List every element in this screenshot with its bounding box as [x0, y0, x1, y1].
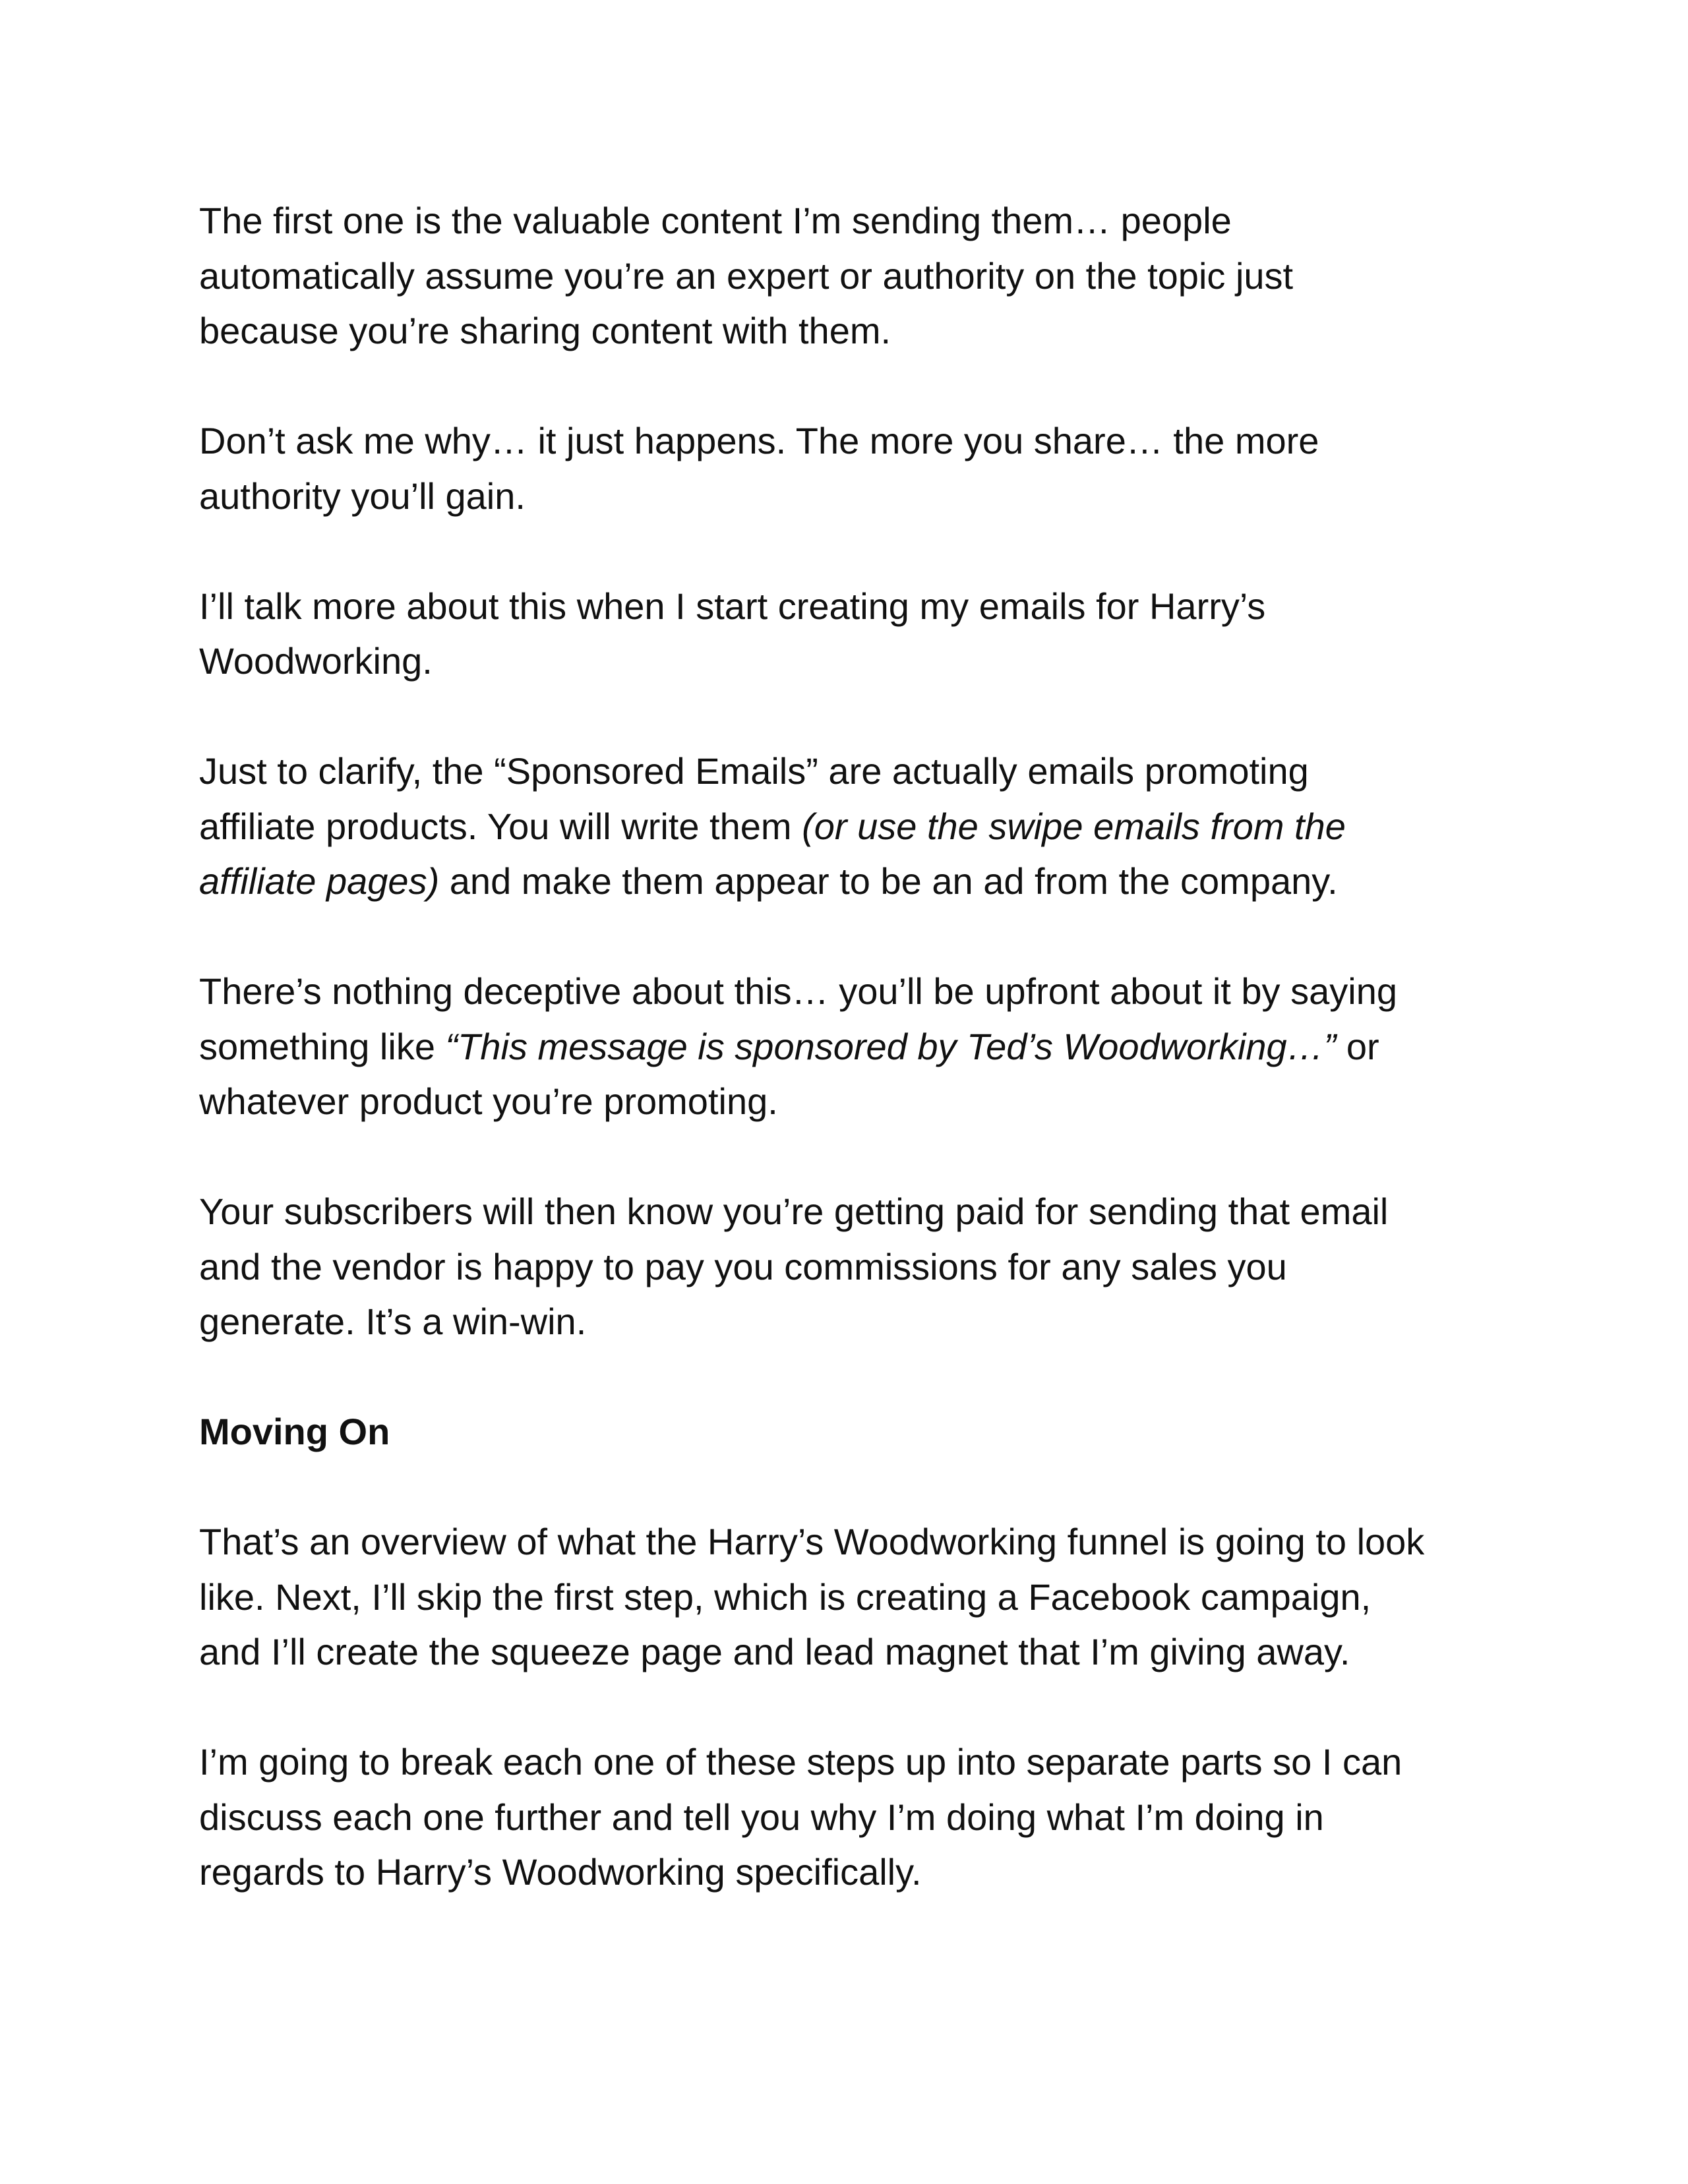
text-line: because you’re sharing content with them.	[199, 310, 891, 351]
text-line	[199, 799, 1511, 854]
text-line: Don’t ask me why… it just happens. The more you share… the more	[199, 420, 1319, 461]
text-line: generate. It’s a win-win.	[199, 1301, 587, 1342]
text-line: discuss each one further and tell you why I’m doing what I’m doing in	[199, 1796, 1324, 1838]
text-line: and the vendor is happy to pay you commissions for any sales you	[199, 1245, 1287, 1287]
paragraph-talk-more	[199, 579, 1511, 689]
paragraph-valuable-content	[199, 193, 1511, 359]
text-line: Just to clarify, the “Sponsored Emails” are actually emails promoting	[199, 750, 1309, 792]
paragraph-overview	[199, 1514, 1511, 1680]
text-line: regards to Harry’s Woodworking specifically.	[199, 1851, 922, 1893]
text-line: and I’ll create the squeeze page and lead magnet that I’m giving away.	[199, 1631, 1350, 1672]
text-line	[199, 1019, 1511, 1075]
paragraph-sponsored-emails	[199, 744, 1511, 909]
text-italic: affiliate pages)	[199, 860, 440, 902]
text-line: Your subscribers will then know you’re getting paid for sending that email	[199, 1191, 1389, 1232]
text-plain: something like	[199, 1025, 446, 1067]
text-line	[199, 854, 1511, 909]
text-italic: “This message is sponsored by Ted’s Woodworking…”	[445, 1025, 1337, 1067]
text-line: Woodworking.	[199, 640, 433, 682]
text-plain: or	[1336, 1025, 1379, 1067]
paragraph-nothing-deceptive	[199, 964, 1511, 1129]
document-body	[199, 193, 1511, 1955]
text-line: automatically assume you’re an expert or authority on the topic just	[199, 254, 1294, 297]
text-line: The first one is the valuable content I’m sending them… people	[199, 200, 1232, 241]
text-line: like. Next, I’ll skip the first step, which is creating a Facebook campaign,	[199, 1576, 1372, 1618]
text-line: whatever product you’re promoting.	[199, 1080, 778, 1122]
text-line: That’s an overview of what the Harry’s Woodworking funnel is going to look	[199, 1521, 1425, 1562]
paragraph-authority	[199, 413, 1511, 523]
text-line: authority you’ll gain.	[199, 475, 526, 517]
text-italic: (or use the swipe emails from the	[802, 805, 1346, 847]
text-plain: affiliate products. You will write them	[199, 805, 802, 847]
text-line: There’s nothing deceptive about this… you’ll be upfront about it by saying	[199, 970, 1397, 1012]
text-line: I’m going to break each one of these steps up into separate parts so I can	[199, 1741, 1402, 1783]
paragraph-subscribers	[199, 1184, 1511, 1349]
section-heading: Moving On	[199, 1411, 390, 1452]
paragraph-break-steps	[199, 1734, 1511, 1900]
text-line: I’ll talk more about this when I start creating my emails for Harry’s	[199, 585, 1266, 627]
text-plain: and make them appear to be an ad from the company.	[439, 860, 1338, 902]
